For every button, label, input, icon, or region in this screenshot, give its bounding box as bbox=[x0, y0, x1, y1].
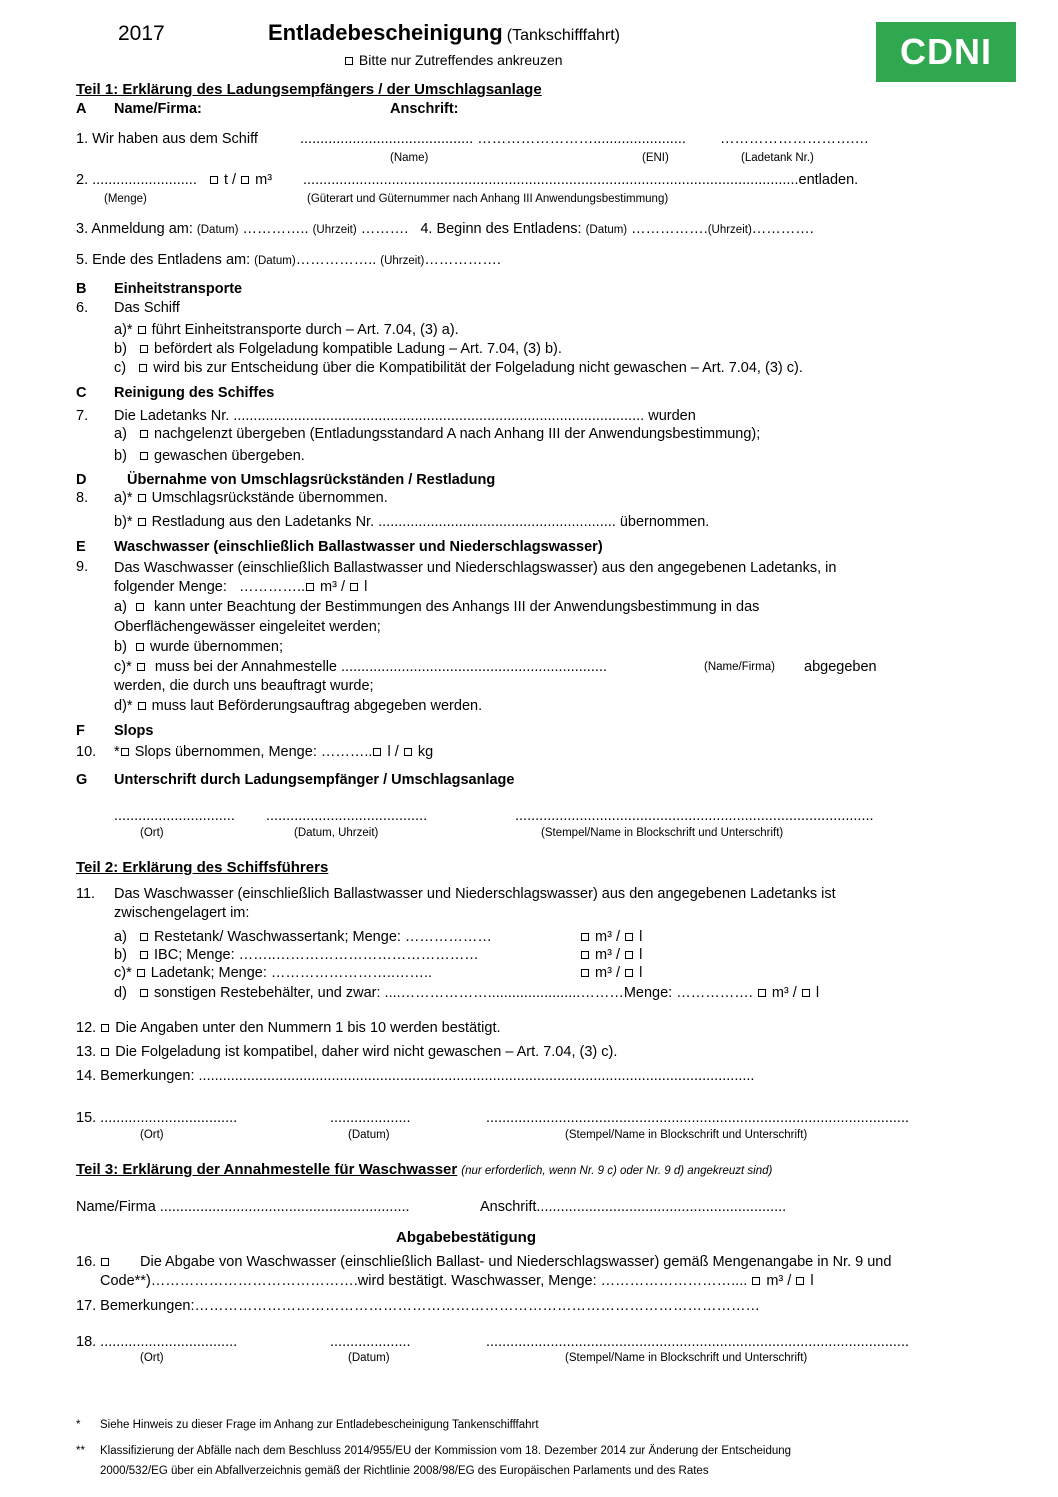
footnote2-line1: Klassifizierung der Abfälle nach dem Beschluss 2014/955/EU der Kommission vom 18. Dezember 2014 zur Änderung der Entscheidung bbox=[100, 1445, 792, 1457]
year: 2017 bbox=[118, 22, 165, 45]
checkbox-16-l[interactable] bbox=[796, 1277, 804, 1285]
line5-text: 5. Ende des Entladens am: bbox=[76, 252, 251, 268]
part1-heading: Teil 1: Erklärung des Ladungsempfängers / der Umschlagsanlage bbox=[76, 81, 542, 98]
section-e-title: Waschwasser (einschließlich Ballastwasser und Niederschlagswasser) bbox=[114, 539, 603, 555]
checkbox-9b[interactable] bbox=[136, 643, 144, 651]
item-14-remarks[interactable]: 14. Bemerkungen: .......................................................................................................................................... bbox=[76, 1068, 755, 1084]
label: b) bbox=[114, 341, 127, 357]
section-letter-e: E bbox=[76, 539, 86, 555]
label: d)* bbox=[114, 698, 133, 714]
item-9a bbox=[114, 599, 759, 616]
page-title bbox=[268, 20, 620, 45]
caption-tank: (Ladetank Nr.) bbox=[741, 152, 814, 164]
section-letter-d: D bbox=[76, 472, 87, 488]
footnote1-mark: * bbox=[76, 1419, 81, 1431]
line5-time-field[interactable]: ……………. bbox=[424, 252, 501, 268]
checkbox-10-kg[interactable] bbox=[404, 748, 412, 756]
label: b) bbox=[114, 448, 127, 464]
checkbox-9a[interactable] bbox=[136, 603, 144, 611]
caption-eni: (ENI) bbox=[642, 152, 669, 164]
checkbox-16-m3[interactable] bbox=[752, 1277, 760, 1285]
section-b-title: Einheitstransporte bbox=[114, 281, 243, 297]
item-num-11: 11. bbox=[76, 886, 96, 902]
checkbox-7a[interactable] bbox=[140, 430, 148, 438]
item-9d bbox=[114, 698, 482, 715]
checkbox-11a-l[interactable] bbox=[625, 933, 633, 941]
label: a)* bbox=[114, 322, 133, 338]
footnote2-line2: 2000/532/EG über ein Abfallverzeichnis gemäß der Richtlinie 2008/98/EG des Europäischen Parlaments und des Rates bbox=[100, 1465, 709, 1477]
section-f-title: Slops bbox=[114, 723, 154, 739]
item-11c-text[interactable]: Ladetank; Menge: ……………………..…….. bbox=[150, 965, 433, 981]
checkbox-13[interactable] bbox=[101, 1048, 109, 1056]
item-13 bbox=[76, 1044, 617, 1061]
unit-l: l bbox=[639, 929, 643, 945]
checkbox-16[interactable] bbox=[101, 1258, 109, 1266]
item-10-field[interactable]: Slops übernommen, Menge: ……….. bbox=[134, 744, 373, 760]
caption-time: (Uhrzeit) bbox=[312, 224, 357, 236]
checkbox-11b[interactable] bbox=[140, 951, 148, 959]
instruction-text: Bitte nur Zutreffendes ankreuzen bbox=[358, 52, 563, 68]
item-12-text: Die Angaben unter den Nummern 1 bis 10 werden bestätigt. bbox=[115, 1020, 501, 1036]
sign1-date-field[interactable]: ........................................ bbox=[266, 808, 428, 824]
item-8b-text: Restladung aus den Ladetanks Nr. ........................................................... übernommen. bbox=[151, 514, 710, 530]
checkbox-m3[interactable] bbox=[241, 176, 249, 184]
checkbox-11c[interactable] bbox=[137, 969, 145, 977]
checkbox-9c[interactable] bbox=[137, 663, 145, 671]
unit-l: l bbox=[810, 1273, 814, 1289]
item-6c bbox=[114, 360, 803, 377]
checkbox-11c-m3[interactable] bbox=[581, 969, 589, 977]
checkbox-6c[interactable] bbox=[139, 364, 147, 372]
line1-text: 1. Wir haben aus dem Schiff bbox=[76, 131, 258, 147]
address-label: Anschrift: bbox=[390, 101, 459, 117]
item-9a-text2: Oberflächengewässer eingeleitet werden; bbox=[114, 619, 381, 635]
item-16-text: Die Abgabe von Waschwasser (einschließlich Ballast- und Niederschlagswasser) gemäß Mengenangabe in Nr. 9 und bbox=[140, 1254, 892, 1270]
label: 16. bbox=[76, 1254, 97, 1270]
item-11a-units bbox=[580, 929, 642, 946]
line2-quantity-field[interactable]: 2. .......................... bbox=[76, 172, 197, 188]
checkbox-7b[interactable] bbox=[140, 452, 148, 460]
item-7a bbox=[114, 426, 760, 443]
sign1-stamp-field[interactable]: ......................................................................................... bbox=[515, 808, 874, 824]
sign2-stamp-field[interactable]: ......................................................................................................... bbox=[486, 1110, 909, 1126]
item-7b bbox=[114, 448, 305, 465]
caption-stamp: (Stempel/Name in Blockschrift und Unterschrift) bbox=[541, 827, 784, 839]
caption-name: (Name) bbox=[390, 152, 429, 164]
label: 12. bbox=[76, 1020, 97, 1036]
unit-m3: m³ bbox=[255, 172, 273, 188]
sign3-date-field[interactable]: .................... bbox=[330, 1334, 411, 1350]
checkbox-10-l[interactable] bbox=[373, 748, 381, 756]
item-11a bbox=[114, 929, 492, 946]
cdni-logo: CDNI bbox=[876, 22, 1016, 82]
checkbox-12[interactable] bbox=[101, 1024, 109, 1032]
item-9-quantity-field[interactable]: ………….. bbox=[238, 579, 306, 595]
caption-time: (Uhrzeit) bbox=[707, 224, 752, 236]
item-11b-units bbox=[580, 947, 642, 964]
item-9c-field[interactable]: muss bei der Annahmestelle .................................................................. bbox=[154, 659, 607, 675]
checkbox-6a[interactable] bbox=[138, 326, 146, 334]
section-letter-a: A bbox=[76, 101, 87, 117]
caption-date: (Datum) bbox=[348, 1352, 390, 1364]
checkbox-11d-l[interactable] bbox=[802, 989, 810, 997]
item-8a bbox=[114, 490, 388, 507]
checkbox-11d[interactable] bbox=[140, 989, 148, 997]
checkbox-11c-l[interactable] bbox=[625, 969, 633, 977]
label: a) bbox=[114, 599, 127, 615]
checkbox-8b[interactable] bbox=[138, 518, 146, 526]
section-c-title: Reinigung des Schiffes bbox=[114, 385, 275, 401]
line1-field-tank[interactable]: ……………………….… bbox=[720, 131, 870, 147]
checkbox-11d-m3[interactable] bbox=[758, 989, 766, 997]
label: a) bbox=[114, 426, 127, 442]
line3-date-field[interactable]: ………….. bbox=[242, 221, 309, 237]
part3-note: (nur erforderlich, wenn Nr. 9 c) oder Nr. 9 d) angekreuzt sind) bbox=[461, 1165, 773, 1177]
caption-place: (Ort) bbox=[140, 1352, 164, 1364]
checkbox-11a[interactable] bbox=[140, 933, 148, 941]
part2-heading: Teil 2: Erklärung des Schiffsführers bbox=[76, 859, 329, 876]
checkbox-11a-m3[interactable] bbox=[581, 933, 589, 941]
part3-name-field[interactable]: Name/Firma .............................................................. bbox=[76, 1199, 410, 1215]
checkbox-6b[interactable] bbox=[140, 345, 148, 353]
checkbox-11b-m3[interactable] bbox=[581, 951, 589, 959]
unit-m3: m³ / bbox=[771, 985, 797, 1001]
item-7-text[interactable]: Die Ladetanks Nr. ...................................................................................................... wurden bbox=[114, 408, 696, 424]
label: b) bbox=[114, 947, 127, 963]
item-10 bbox=[114, 744, 433, 761]
caption-stamp: (Stempel/Name in Blockschrift und Unterschrift) bbox=[565, 1352, 808, 1364]
name-firm-label: Name/Firma: bbox=[114, 101, 202, 117]
checkbox-10[interactable] bbox=[121, 748, 129, 756]
title-sub: (Tankschifffahrt) bbox=[506, 27, 620, 44]
line5-date-field[interactable]: …………….. bbox=[295, 252, 377, 268]
unit-l: l bbox=[639, 965, 643, 981]
caption-date-time: (Datum, Uhrzeit) bbox=[294, 827, 379, 839]
checkbox-9-l[interactable] bbox=[350, 583, 358, 591]
item-9c-after: abgegeben bbox=[804, 659, 877, 675]
item-17-remarks[interactable]: 17. Bemerkungen:……………………………………………………………………………………………………… bbox=[76, 1298, 760, 1314]
section-d-title: Übernahme von Umschlagsrückständen / Restladung bbox=[127, 472, 496, 488]
section-g-title: Unterschrift durch Ladungsempfänger / Umschlagsanlage bbox=[114, 772, 515, 788]
unit-l: l / bbox=[387, 744, 399, 760]
caption-quantity: (Menge) bbox=[104, 193, 147, 205]
part3-heading: Teil 3: Erklärung der Annahmestelle für Waschwasser bbox=[76, 1161, 458, 1178]
part3-heading-row bbox=[76, 1161, 772, 1179]
label: b) bbox=[114, 639, 127, 655]
line3-text: 3. Anmeldung am: bbox=[76, 221, 193, 237]
item-13-text: Die Folgeladung ist kompatibel, daher wird nicht gewaschen – Art. 7.04, (3) c). bbox=[115, 1044, 618, 1060]
item-6-text: Das Schiff bbox=[114, 300, 180, 316]
asterisk: * bbox=[114, 744, 120, 760]
item-7b-text: gewaschen übergeben. bbox=[154, 448, 305, 464]
line4-date-field[interactable]: ……………. bbox=[631, 221, 708, 237]
label: b)* bbox=[114, 514, 133, 530]
section-letter-b: B bbox=[76, 281, 87, 297]
unit-l: l bbox=[815, 985, 820, 1001]
sign2-place-field[interactable]: 15. .................................. bbox=[76, 1110, 238, 1126]
item-11c bbox=[114, 965, 432, 982]
item-16-field[interactable]: Code**)…………………………………….wird bestätigt. Waschwasser, Menge: ……………………….... bbox=[100, 1273, 748, 1289]
title-main: Entladebescheinigung bbox=[268, 20, 503, 45]
caption-place: (Ort) bbox=[140, 827, 164, 839]
caption-stamp: (Stempel/Name in Blockschrift und Unterschrift) bbox=[565, 1129, 808, 1141]
item-num-8: 8. bbox=[76, 490, 89, 506]
checkbox-t[interactable] bbox=[210, 176, 218, 184]
item-num-7: 7. bbox=[76, 408, 89, 424]
label: 13. bbox=[76, 1044, 97, 1060]
line2 bbox=[76, 172, 272, 189]
item-11b bbox=[114, 947, 479, 964]
label: a)* bbox=[114, 490, 133, 506]
item-16-line2 bbox=[100, 1273, 814, 1290]
line3-time-field[interactable]: ………. bbox=[360, 221, 409, 237]
checkbox-8a[interactable] bbox=[138, 494, 146, 502]
item-6a bbox=[114, 322, 459, 339]
label: c)* bbox=[114, 659, 132, 675]
footnote2-mark: ** bbox=[76, 1445, 85, 1457]
item-6c-text: wird bis zur Entscheidung über die Kompatibilität der Folgeladung nicht gewaschen – Art. 7.04, (3) c). bbox=[153, 360, 803, 376]
item-9c bbox=[114, 659, 607, 676]
item-6b bbox=[114, 341, 562, 358]
caption-name-firm: (Name/Firma) bbox=[704, 661, 775, 673]
caption-date: (Datum) bbox=[196, 224, 239, 236]
item-9-quantity bbox=[114, 579, 367, 596]
item-num-9: 9. bbox=[76, 559, 89, 575]
item-16 bbox=[76, 1254, 111, 1271]
checkbox-icon bbox=[345, 57, 353, 65]
item-11-text: Das Waschwasser (einschließlich Ballastwasser und Niederschlagswasser) aus den angegebenen Ladetanks ist bbox=[114, 886, 836, 902]
line4-time-field[interactable]: …………. bbox=[751, 221, 814, 237]
section-letter-c: C bbox=[76, 385, 87, 401]
unit-l: l bbox=[639, 947, 643, 963]
label: c)* bbox=[114, 965, 132, 981]
item-11-text2: zwischengelagert im: bbox=[114, 905, 250, 921]
item-9a-text: kann unter Beachtung der Bestimmungen des Anhangs III der Anwendungsbestimmung in das bbox=[154, 599, 760, 615]
line2-goods-field[interactable]: ...........................................................................................................................entladen. bbox=[303, 172, 859, 188]
label: c) bbox=[114, 360, 127, 376]
unit-m3: m³ / bbox=[595, 947, 620, 963]
line1-field-name-eni[interactable]: ........................................... ……………………....................... bbox=[300, 131, 686, 147]
caption-date: (Datum) bbox=[348, 1129, 390, 1141]
label: folgender Menge: bbox=[114, 579, 227, 595]
unit-m3: m³ / bbox=[320, 579, 346, 595]
checkbox-9-m3[interactable] bbox=[306, 583, 314, 591]
checkbox-9d[interactable] bbox=[138, 702, 146, 710]
item-6b-text: befördert als Folgeladung kompatible Ladung – Art. 7.04, (3) b). bbox=[154, 341, 562, 357]
item-12 bbox=[76, 1020, 501, 1037]
sign3-stamp-field[interactable]: ......................................................................................................... bbox=[486, 1334, 909, 1350]
unit-m3: m³ / bbox=[766, 1273, 792, 1289]
item-9b bbox=[114, 639, 283, 656]
item-num-10: 10. bbox=[76, 744, 97, 760]
part3-subheading: Abgabebestätigung bbox=[396, 1229, 537, 1246]
item-11d bbox=[114, 985, 819, 1002]
line4-text: 4. Beginn des Entladens: bbox=[420, 221, 582, 237]
instruction bbox=[344, 52, 563, 68]
sign3-place-field[interactable]: 18. .................................. bbox=[76, 1334, 238, 1350]
item-8a-text: Umschlagsrückstände übernommen. bbox=[151, 490, 388, 506]
checkbox-11b-l[interactable] bbox=[625, 951, 633, 959]
label: a) bbox=[114, 929, 127, 945]
sign1-place-field[interactable]: .............................. bbox=[114, 808, 235, 824]
label: d) bbox=[114, 985, 127, 1001]
item-9d-text: muss laut Beförderungsauftrag abgegeben werden. bbox=[151, 698, 483, 714]
item-num-6: 6. bbox=[76, 300, 89, 316]
sign2-date-field[interactable]: .................... bbox=[330, 1110, 411, 1126]
unit-t: t / bbox=[224, 172, 237, 188]
unit-m3: m³ / bbox=[595, 929, 620, 945]
section-letter-g: G bbox=[76, 772, 88, 788]
unit-kg: kg bbox=[417, 744, 434, 760]
part3-address-field[interactable]: Anschrift.............................................................. bbox=[480, 1199, 787, 1215]
item-11a-text[interactable]: Restetank/ Waschwassertank; Menge: ……………… bbox=[154, 929, 492, 945]
item-9b-text: wurde übernommen; bbox=[150, 639, 283, 655]
item-6a-text: führt Einheitstransporte durch – Art. 7.04, (3) a). bbox=[151, 322, 459, 338]
line3-4 bbox=[76, 221, 814, 238]
item-11d-text[interactable]: sonstigen Restebehälter, und zwar: ....……………….......................………Menge: ……………. bbox=[154, 985, 753, 1001]
caption-goods: (Güterart und Güternummer nach Anhang III Anwendungsbestimmung) bbox=[307, 193, 669, 205]
section-letter-f: F bbox=[76, 723, 85, 739]
item-11c-units bbox=[580, 965, 642, 982]
item-7a-text: nachgelenzt übergeben (Entladungsstandard A nach Anhang III der Anwendungsbestimmung); bbox=[154, 426, 761, 442]
item-9c-text2: werden, die durch uns beauftragt wurde; bbox=[114, 678, 374, 694]
item-9-text: Das Waschwasser (einschließlich Ballastwasser und Niederschlagswasser) aus den angegebenen Ladetanks, in bbox=[114, 560, 837, 576]
caption-time: (Uhrzeit) bbox=[380, 255, 425, 267]
unit-m3: m³ / bbox=[595, 965, 620, 981]
item-8b bbox=[114, 514, 709, 531]
footnote1: Siehe Hinweis zu dieser Frage im Anhang zur Entladebescheinigung Tankenschifffahrt bbox=[100, 1419, 539, 1431]
caption-place: (Ort) bbox=[140, 1129, 164, 1141]
caption-date: (Datum) bbox=[585, 224, 628, 236]
caption-date: (Datum) bbox=[254, 255, 296, 267]
unit-l: l bbox=[364, 579, 368, 595]
line5 bbox=[76, 252, 501, 269]
item-11b-text[interactable]: IBC; Menge: ……..…………………………………… bbox=[154, 947, 479, 963]
